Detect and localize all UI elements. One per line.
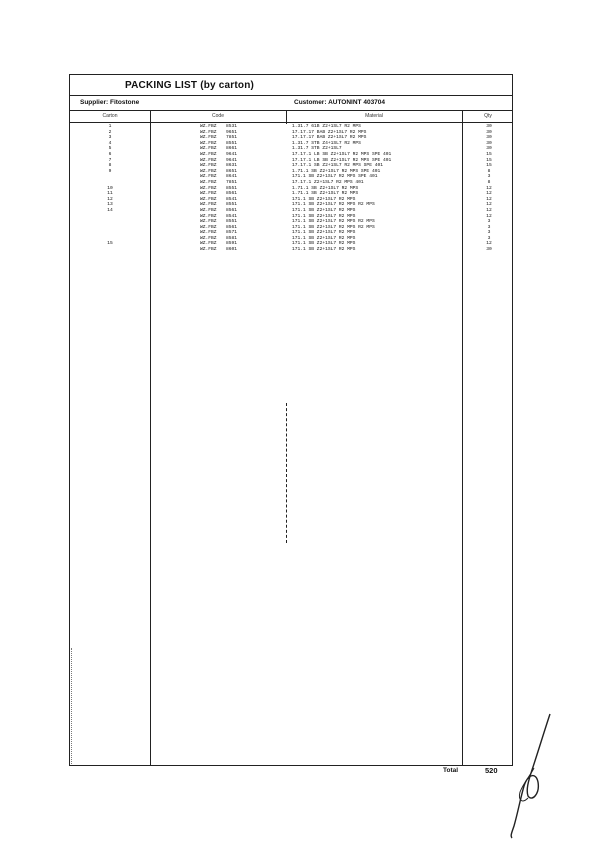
material-cell: 1.71.1 SB Z2+1SL7 R2 MPS — [292, 185, 359, 191]
code-cell: WZ.FBZ — [200, 174, 217, 180]
code-number-cell: 8551 — [226, 140, 238, 146]
material-cell: 1.31.7 61B Z2+1SL7 R2 MPS — [292, 124, 361, 129]
qty-cell: 12 — [486, 191, 492, 197]
code-cell: WZ.FBZ — [200, 129, 217, 135]
material-cell: 17.17.1 Z2+1SL7 R2 MPS 401 — [292, 179, 364, 185]
qty-cell: 30 — [486, 247, 492, 253]
code-number-cell: 8661 — [226, 146, 238, 152]
code-cell: WZ.FBZ — [200, 202, 217, 208]
packing-table-body — [70, 124, 514, 253]
code-number-cell: 8631 — [226, 163, 238, 169]
document-title: PACKING LIST (by carton) — [125, 80, 255, 91]
material-cell: 1.71.1 SB Z2+1SL7 R2 MPS — [292, 191, 359, 197]
code-number-cell: 8601 — [226, 247, 238, 253]
code-number-cell: 8561 — [226, 191, 238, 197]
carton-cell: 13 — [107, 202, 113, 208]
qty-cell: 12 — [486, 202, 492, 208]
qty-cell: 15 — [486, 157, 492, 163]
carton-cell: 9 — [108, 168, 112, 174]
qty-cell: 15 — [486, 151, 492, 157]
material-cell: 171.1 SB Z2+1SL7 R2 MPS R2 MPS — [292, 219, 375, 225]
handwritten-signature — [498, 712, 556, 840]
carton-cell: 8 — [108, 163, 112, 169]
material-cell: 171.1 SB Z2+1SL7 R2 MPS SPE 401 — [292, 174, 378, 180]
carton-cell: 5 — [108, 146, 112, 152]
material-cell: 17.17.17 BAB Z2+1SL7 R2 MPS — [292, 135, 367, 141]
qty-cell: 30 — [486, 129, 492, 135]
material-cell: 171.1 SB Z2+1SL7 R2 MPS — [292, 213, 356, 219]
material-cell: 17.17.1 SB Z2+1SL7 R2 MPS SPE 401 — [292, 163, 383, 169]
material-cell: 171.1 SB Z2+1SL7 R2 MPS — [292, 235, 356, 241]
material-cell: 171.1 SB Z2+1SL7 R2 MPS — [292, 241, 356, 247]
material-cell: 17.17.17 BAB Z2+1SL7 R2 MPS — [292, 129, 367, 135]
code-cell: WZ.FBZ — [200, 146, 217, 152]
material-cell: 171.1 SB Z2+1SL7 R2 MPS — [292, 230, 356, 236]
material-cell: 1.71.1 SB Z2+1SL7 R2 MPS SPE 401 — [292, 168, 381, 174]
code-cell: WZ.FBZ — [200, 224, 217, 230]
code-cell: WZ.FBZ — [200, 213, 217, 219]
material-cell: 1.31.7 STB Z2+1SL7 — [292, 146, 342, 152]
code-number-cell: 8551 — [226, 202, 238, 208]
carton-cell: 7 — [108, 157, 112, 163]
code-cell: WZ.FBZ — [200, 235, 217, 241]
code-cell: WZ.FBZ — [200, 168, 217, 174]
carton-cell: 1 — [108, 124, 112, 129]
column-divider-code-lower — [286, 403, 287, 543]
carton-cell: 11 — [107, 191, 113, 197]
table-row — [70, 247, 514, 253]
title-divider — [70, 95, 512, 96]
code-number-cell: 8651 — [226, 168, 238, 174]
carton-cell: 12 — [107, 196, 113, 202]
code-cell: WZ.FBZ — [200, 185, 217, 191]
code-cell: WZ.FBZ — [200, 191, 217, 197]
code-number-cell: 8541 — [226, 196, 238, 202]
qty-cell: 15 — [486, 163, 492, 169]
material-cell: 171.1 SB Z2+1SL7 R2 MPS — [292, 196, 356, 202]
qty-cell: 12 — [486, 196, 492, 202]
carton-cell: 4 — [108, 140, 112, 146]
code-cell: WZ.FBZ — [200, 135, 217, 141]
code-number-cell: 8561 — [226, 224, 238, 230]
header-qty: Qty — [484, 113, 492, 119]
supplier-label: Supplier: Fitostone — [80, 99, 140, 106]
qty-cell: 30 — [486, 146, 492, 152]
packing-list-sheet — [69, 74, 513, 766]
code-number-cell: 8551 — [226, 185, 238, 191]
code-cell: WZ.FBZ — [200, 157, 217, 163]
header-code: Code — [212, 113, 224, 119]
material-cell: 17.17.1 LB SB Z2+1SL7 R2 MPS SPE 401 — [292, 157, 392, 163]
code-cell: WZ.FBZ — [200, 247, 217, 253]
material-cell: 17.17.1 LB SB Z2+1SL7 R2 MPS SPE 401 — [292, 151, 392, 157]
scan-artifact-dots — [71, 648, 74, 764]
code-number-cell: 7851 — [226, 135, 238, 141]
carton-cell: 15 — [107, 241, 113, 247]
total-value: 520 — [485, 766, 498, 775]
qty-cell: 30 — [486, 140, 492, 146]
code-cell: WZ.FBZ — [200, 179, 217, 185]
material-cell: 171.1 SB Z2+1SL7 R2 MPS — [292, 207, 356, 213]
code-number-cell: 9651 — [226, 129, 238, 135]
qty-cell: 3 — [487, 235, 491, 241]
material-cell: 171.1 SB Z2+1SL7 R2 MPS — [292, 247, 356, 253]
header-carton: Carton — [102, 113, 118, 119]
code-cell: WZ.FBZ — [200, 207, 217, 213]
qty-cell: 3 — [487, 224, 491, 230]
qty-cell: 3 — [487, 174, 491, 180]
material-cell: 1.31.7 STB Z4+1SL7 R2 MPS — [292, 140, 361, 146]
code-cell: WZ.FBZ — [200, 163, 217, 169]
code-cell: WZ.FBZ — [200, 140, 217, 146]
total-label: Total — [443, 767, 459, 774]
header-material: Material — [365, 113, 383, 119]
carton-cell: 3 — [108, 135, 112, 141]
material-cell: 171.1 SB Z2+1SL7 R2 MPS R2 MPS — [292, 224, 375, 230]
customer-label: Customer: AUTONINT 403704 — [294, 99, 386, 106]
carton-cell: 6 — [108, 151, 112, 157]
meta-divider — [70, 110, 512, 111]
qty-cell: 30 — [486, 135, 492, 141]
code-number-cell: 8551 — [226, 219, 238, 225]
header-divider — [70, 122, 512, 123]
code-number-cell: 9641 — [226, 157, 238, 163]
carton-cell: 10 — [107, 185, 113, 191]
qty-cell: 8 — [487, 168, 491, 174]
qty-cell: 12 — [486, 207, 492, 213]
code-cell: WZ.FBZ — [200, 230, 217, 236]
code-number-cell: 8541 — [226, 213, 238, 219]
code-cell: WZ.FBZ — [200, 241, 217, 247]
code-number-cell: 8581 — [226, 235, 238, 241]
code-number-cell: 8641 — [226, 174, 238, 180]
code-cell: WZ.FBZ — [200, 219, 217, 225]
qty-cell: 30 — [486, 124, 492, 129]
qty-cell: 8 — [487, 179, 491, 185]
code-number-cell: 8561 — [226, 207, 238, 213]
carton-cell: 2 — [108, 129, 112, 135]
code-number-cell: 8571 — [226, 230, 238, 236]
code-number-cell: 8591 — [226, 241, 238, 247]
carton-cell: 14 — [107, 207, 113, 213]
code-cell: WZ.FBZ — [200, 124, 217, 129]
code-cell: WZ.FBZ — [200, 151, 217, 157]
code-number-cell: 9641 — [226, 151, 238, 157]
column-divider-code — [286, 110, 287, 124]
qty-cell: 3 — [487, 219, 491, 225]
qty-cell: 12 — [486, 185, 492, 191]
code-number-cell: 8531 — [226, 124, 238, 129]
material-cell: 171.1 SB Z2+1SL7 R2 MPS R2 MPS — [292, 202, 375, 208]
qty-cell: 3 — [487, 230, 491, 236]
code-number-cell: 7851 — [226, 179, 238, 185]
qty-cell: 12 — [486, 241, 492, 247]
code-cell: WZ.FBZ — [200, 196, 217, 202]
qty-cell: 12 — [486, 213, 492, 219]
